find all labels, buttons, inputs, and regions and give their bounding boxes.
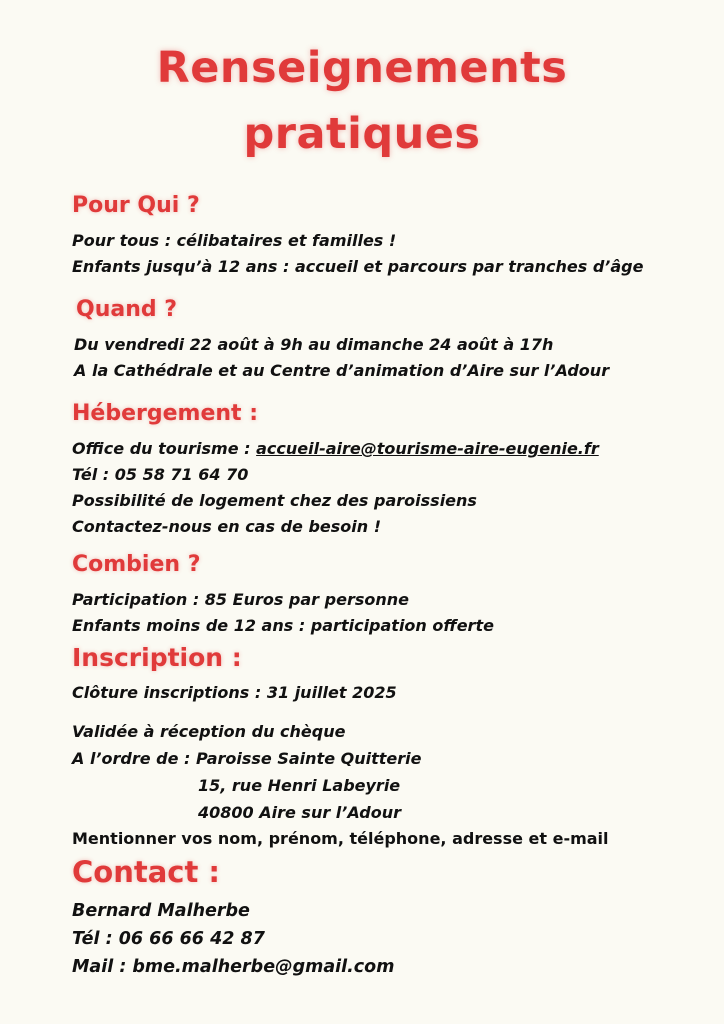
contact-name: Bernard Malherbe	[72, 901, 250, 921]
section-heading-combien: Combien ?	[72, 552, 201, 577]
page-title-line-2: pratiques	[243, 109, 481, 159]
pour-qui-line-2: Enfants jusqu’à 12 ans : accueil et parcours par tranches d’âge	[72, 257, 644, 276]
quand-line-2: A la Cathédrale et au Centre d’animation d’Aire sur l’Adour	[74, 361, 610, 380]
section-heading-inscription: Inscription :	[72, 643, 242, 672]
inscription-validee: Validée à réception du chèque	[72, 722, 346, 741]
inscription-ordre: A l’ordre de : Paroisse Sainte Quitterie	[72, 749, 422, 768]
page-title-line-1: Renseignements	[156, 43, 568, 93]
combien-line-2: Enfants moins de 12 ans : participation offerte	[72, 616, 494, 635]
inscription-cloture: Clôture inscriptions : 31 juillet 2025	[72, 683, 397, 702]
section-heading-contact: Contact :	[72, 855, 221, 889]
office-label: Office du tourisme :	[72, 439, 257, 458]
contact-mail: Mail : bme.malherbe@gmail.com	[72, 957, 395, 977]
section-heading-quand: Quand ?	[76, 297, 178, 322]
hebergement-line-4: Contactez-nous en cas de besoin !	[72, 517, 381, 536]
hebergement-office-line	[72, 439, 599, 458]
contact-tel: Tél : 06 66 66 42 87	[72, 929, 265, 949]
inscription-address-1: 15, rue Henri Labeyrie	[198, 776, 401, 795]
hebergement-tel: Tél : 05 58 71 64 70	[72, 465, 249, 484]
pour-qui-line-1: Pour tous : célibataires et familles !	[72, 231, 397, 250]
hebergement-line-3: Possibilité de logement chez des paroissiens	[72, 491, 477, 510]
combien-line-1: Participation : 85 Euros par personne	[72, 590, 409, 609]
section-heading-pour-qui: Pour Qui ?	[72, 193, 200, 218]
office-email-link[interactable]: accueil-aire@tourisme-aire-eugenie.fr	[256, 439, 599, 458]
quand-line-1: Du vendredi 22 août à 9h au dimanche 24 août à 17h	[74, 335, 554, 354]
section-heading-hebergement: Hébergement :	[72, 401, 259, 426]
inscription-address-2: 40800 Aire sur l’Adour	[198, 803, 401, 822]
inscription-mention: Mentionner vos nom, prénom, téléphone, adresse et e-mail	[72, 829, 609, 848]
